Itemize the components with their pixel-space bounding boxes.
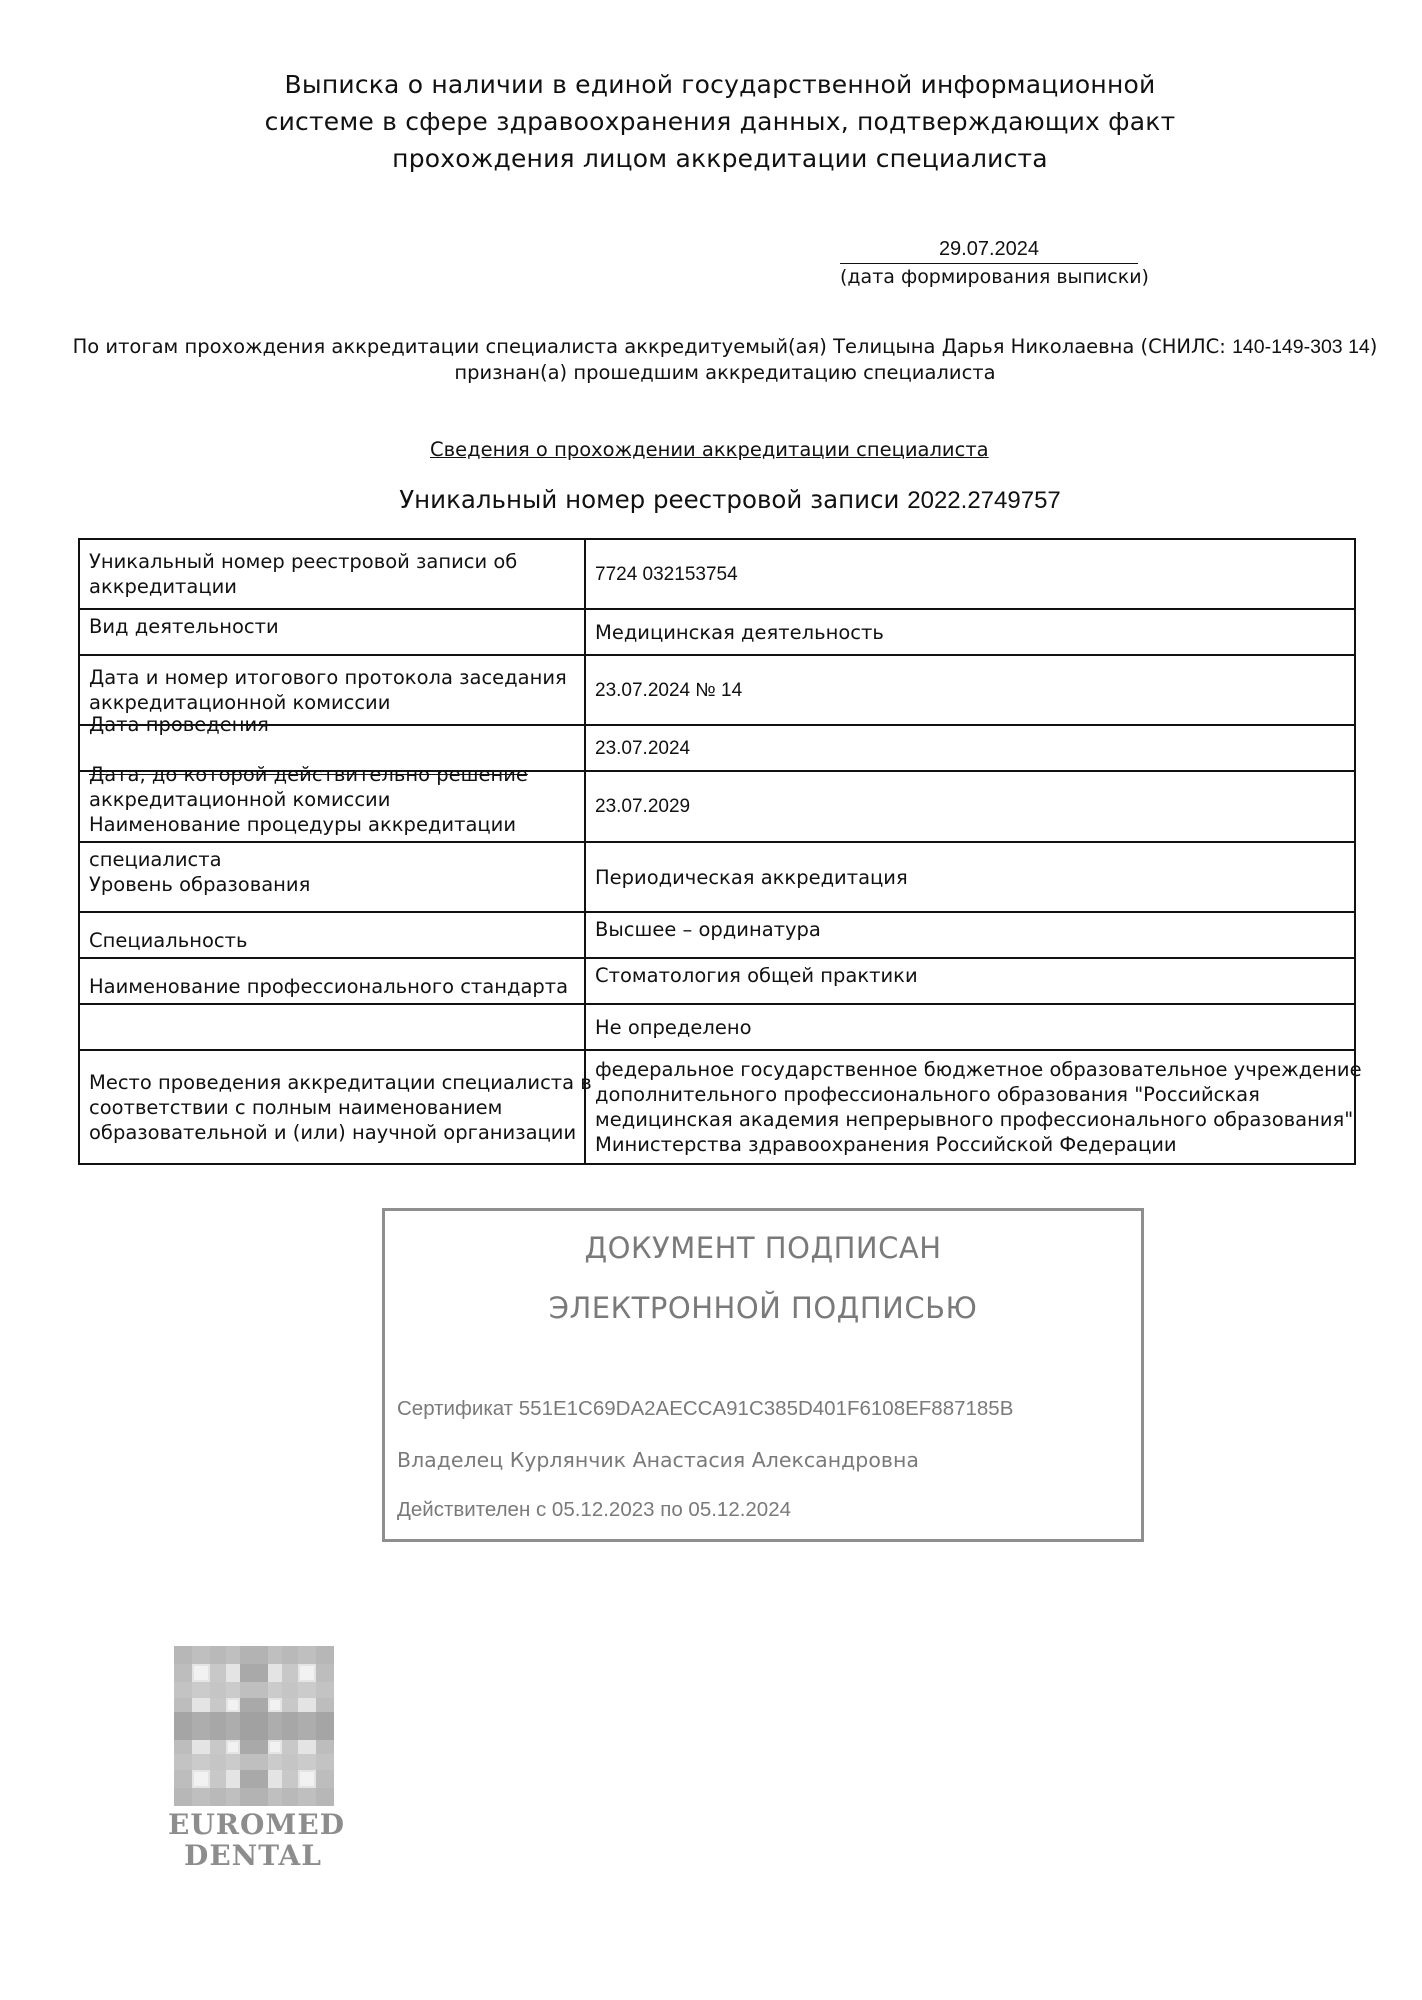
value-line: медицинская академия непрерывного профессионального образования" bbox=[595, 1108, 1354, 1131]
logo-text-line-2: DENTAL bbox=[184, 1839, 322, 1872]
value-line: 23.07.2024 bbox=[595, 737, 691, 759]
label-line: аккредитационной комиссии bbox=[89, 691, 391, 714]
value-line: 23.07.2029 bbox=[595, 796, 691, 817]
title-line-1: Выписка о наличии в единой государственной информационной bbox=[284, 70, 1156, 99]
table-label-cell bbox=[79, 609, 585, 655]
table-value-cell bbox=[585, 958, 1355, 1004]
label-line: Наименование профессионального стандарта bbox=[89, 975, 569, 998]
table-row bbox=[79, 958, 1355, 1004]
formation-date-caption: (дата формирования выписки) bbox=[840, 266, 1149, 288]
logo-plaid-icon bbox=[174, 1646, 344, 1806]
value-line: 7724 032153754 bbox=[595, 563, 738, 585]
electronic-signature-stamp bbox=[382, 1208, 1144, 1542]
table-label-cell bbox=[79, 1050, 592, 1164]
table-value-cell bbox=[585, 842, 1355, 912]
table-row bbox=[79, 912, 1355, 958]
table-value-cell bbox=[585, 1050, 1362, 1164]
table-value-cell bbox=[585, 655, 1355, 725]
accreditation-table bbox=[78, 538, 1362, 1165]
intro-line-2: признан(а) прошедшим аккредитацию специалиста bbox=[454, 361, 996, 384]
label-line: аккредитации bbox=[89, 575, 237, 598]
table-row bbox=[79, 1004, 1355, 1050]
table-row bbox=[79, 842, 1355, 912]
table-value-cell bbox=[585, 539, 1355, 609]
label-line: Вид деятельности bbox=[89, 615, 279, 638]
stamp-title-line-1: ДОКУМЕНТ ПОДПИСАН bbox=[584, 1231, 942, 1265]
table-value-cell bbox=[585, 1004, 1355, 1050]
value-line: дополнительного профессионального образования "Российская bbox=[595, 1083, 1260, 1106]
document-title bbox=[200, 66, 1240, 177]
label-line: Уникальный номер реестровой записи об bbox=[89, 550, 518, 573]
label-line: Место проведения аккредитации специалиста в bbox=[89, 1070, 592, 1094]
title-line-3: прохождения лицом аккредитации специалиста bbox=[392, 144, 1048, 173]
table-label-cell bbox=[79, 842, 585, 912]
label-line: Дата и номер итогового протокола заседания bbox=[89, 666, 567, 689]
intro-line-1 bbox=[60, 334, 1390, 360]
table-value-cell bbox=[585, 771, 1355, 842]
stamp-title-line-2: ЭЛЕКТРОННОЙ ПОДПИСЬЮ bbox=[548, 1291, 978, 1325]
table-label-cell bbox=[79, 958, 585, 1004]
label-line: соответствии с полным наименованием bbox=[89, 1095, 503, 1119]
value-line: Высшее – ординатура bbox=[595, 918, 821, 941]
label-line: специалиста bbox=[89, 848, 222, 871]
section-heading: Сведения о прохождении аккредитации специалиста bbox=[430, 438, 989, 461]
title-line-2: системе в сфере здравоохранения данных, подтверждающих факт bbox=[264, 107, 1176, 136]
table-value-cell bbox=[585, 725, 1355, 771]
label-line: аккредитационной комиссии bbox=[89, 788, 391, 811]
value-line: федеральное государственное бюджетное образовательное учреждение bbox=[595, 1058, 1362, 1081]
stamp-owner: Владелец Курлянчик Анастасия Александровна bbox=[397, 1448, 919, 1472]
value-line: Не определено bbox=[595, 1015, 752, 1039]
table-label-cell bbox=[79, 539, 585, 609]
label-line: Специальность bbox=[89, 929, 248, 952]
logo-text-line-1: EUROMED bbox=[168, 1808, 346, 1841]
label-line: Дата проведения bbox=[89, 713, 269, 736]
value-line: Министерства здравоохранения Российской Федерации bbox=[595, 1133, 1177, 1156]
table-label-cell bbox=[79, 912, 585, 958]
label-line: образовательной и (или) научной организации bbox=[89, 1120, 577, 1144]
snils-number: 140-149-303 14 bbox=[1232, 336, 1370, 358]
table-value-cell bbox=[585, 912, 1355, 958]
registry-record-line bbox=[300, 485, 1160, 515]
table-row bbox=[79, 771, 1355, 842]
stamp-certificate: Сертификат 551E1C69DA2AECCA91C385D401F6108EF887185B bbox=[397, 1397, 1014, 1420]
registry-label: Уникальный номер реестровой записи bbox=[399, 485, 908, 514]
table-row bbox=[79, 655, 1355, 725]
value-line: Медицинская деятельность bbox=[595, 620, 884, 644]
euromed-dental-logo bbox=[168, 1646, 346, 1876]
formation-date-block bbox=[840, 238, 1149, 288]
intro-prefix: По итогам прохождения аккредитации специалиста аккредитуемый(ая) Телицына Дарья Николаевна (СНИЛС: bbox=[72, 335, 1233, 358]
value-line: 23.07.2024 № 14 bbox=[595, 679, 743, 701]
value-line: Стоматология общей практики bbox=[595, 964, 918, 987]
intro-paragraph bbox=[60, 334, 1390, 386]
table-row bbox=[79, 539, 1355, 609]
table-value-cell bbox=[585, 609, 1355, 655]
table-row bbox=[79, 1050, 1355, 1164]
stamp-validity: Действителен с 05.12.2023 по 05.12.2024 bbox=[397, 1498, 792, 1521]
intro-suffix: ) bbox=[1369, 335, 1378, 358]
table-label-cell bbox=[79, 1004, 585, 1050]
value-line: Периодическая аккредитация bbox=[595, 865, 908, 889]
label-line: Наименование процедуры аккредитации bbox=[89, 813, 517, 836]
label-line: Уровень образования bbox=[89, 873, 311, 896]
label-line: Дата, до которой действительно решение bbox=[89, 763, 528, 786]
registry-number: 2022.2749757 bbox=[907, 487, 1061, 514]
table-row bbox=[79, 609, 1355, 655]
formation-date: 29.07.2024 bbox=[840, 238, 1138, 264]
table-label-cell bbox=[79, 763, 585, 842]
